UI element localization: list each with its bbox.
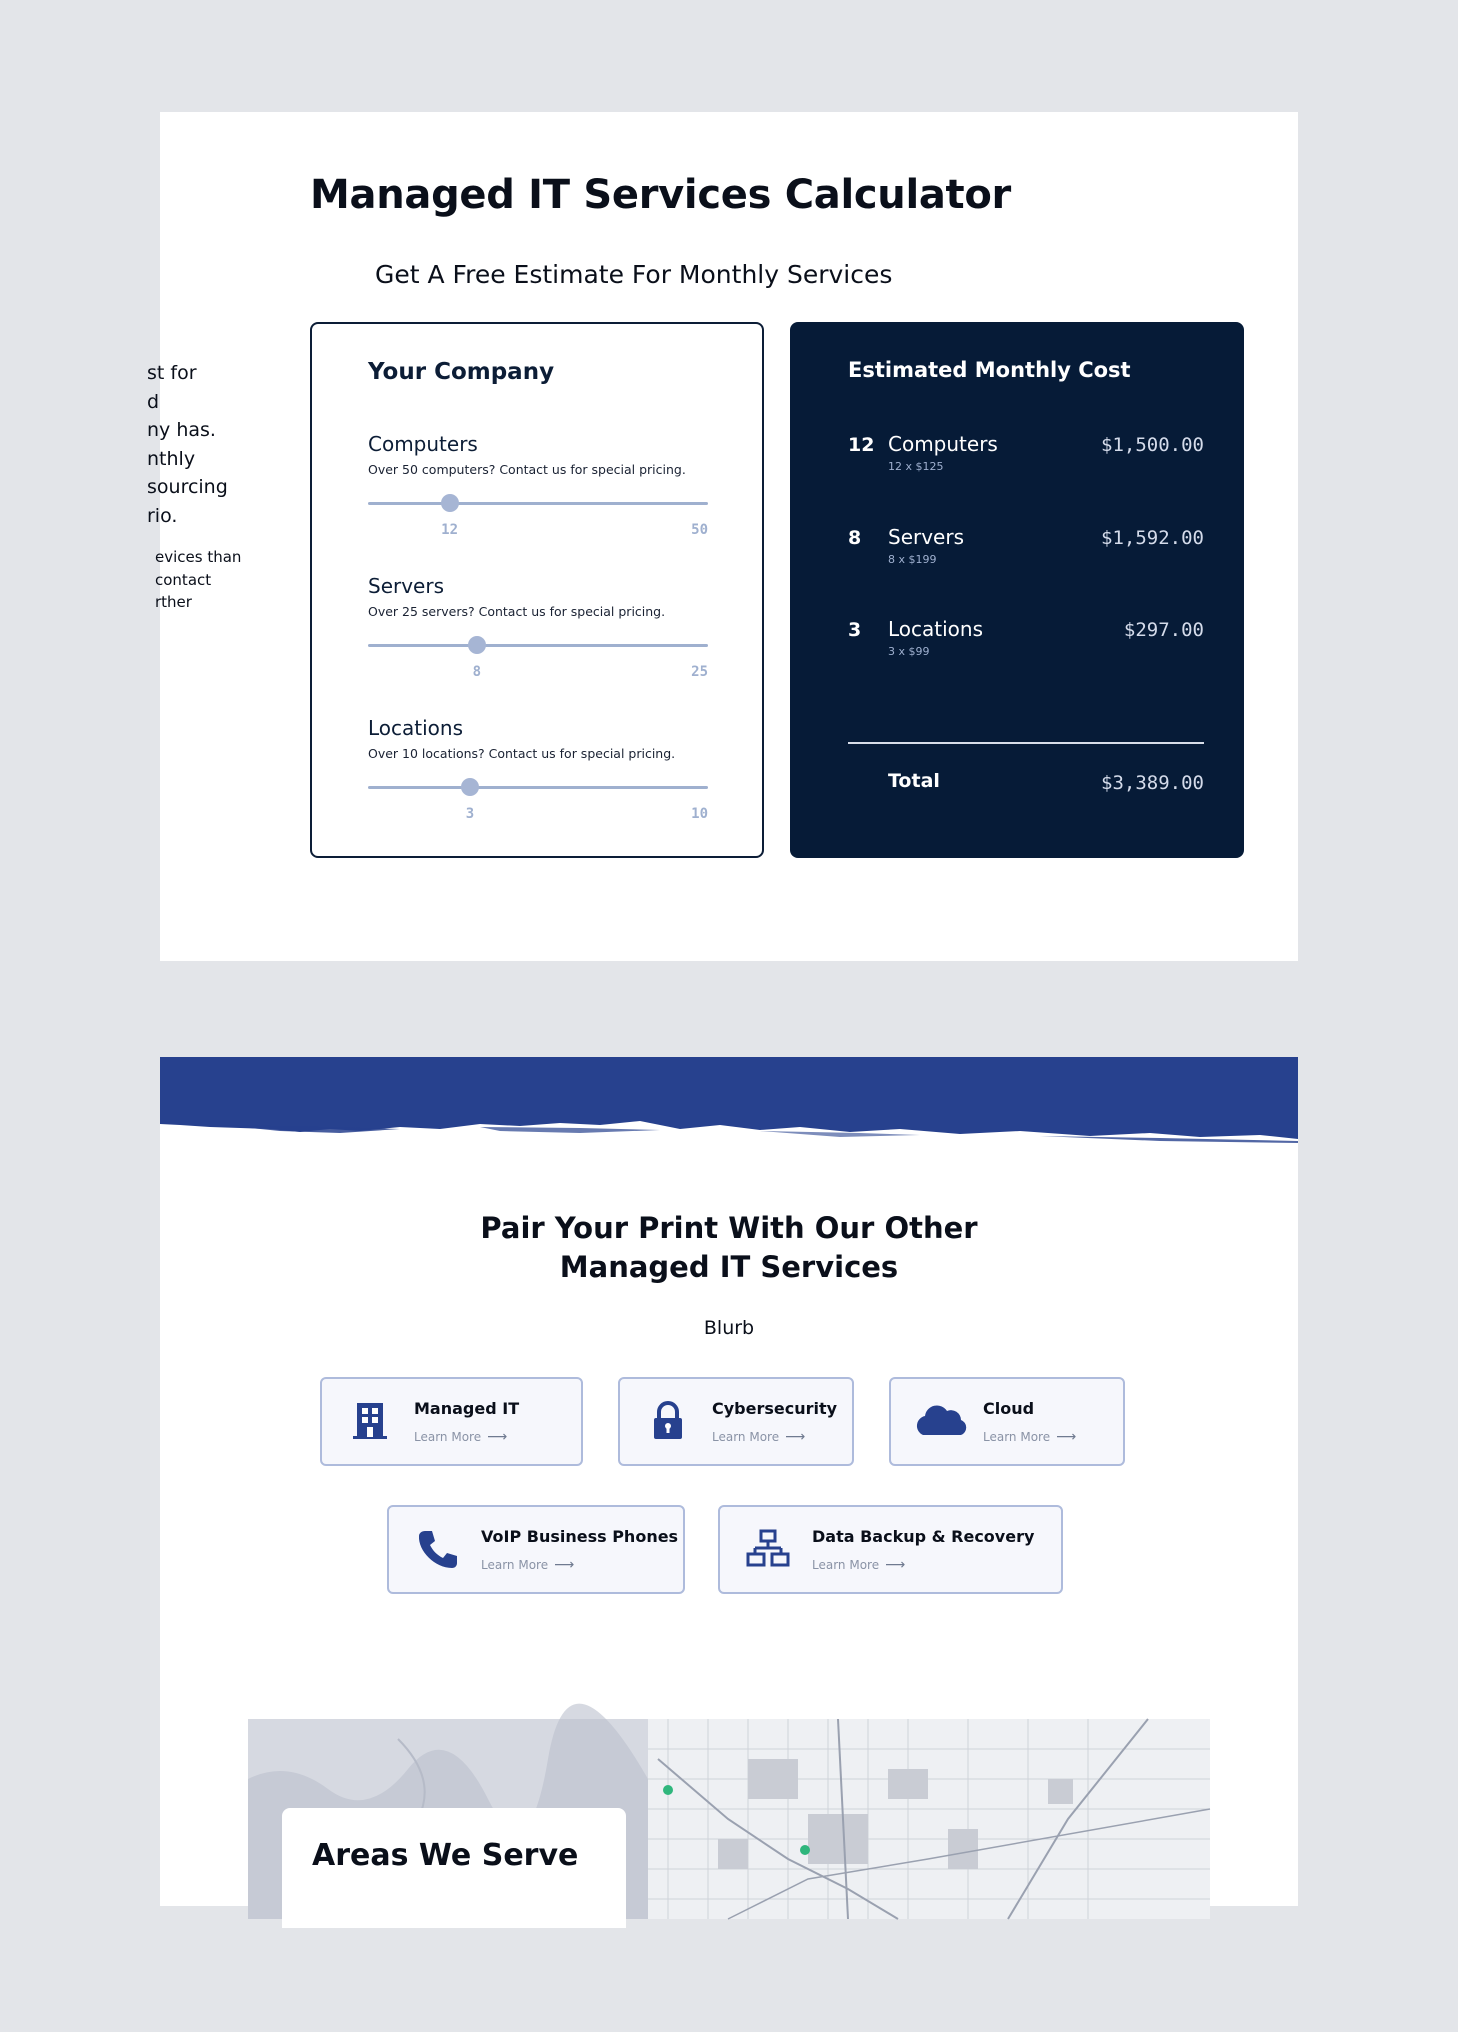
map-pin-icon [800,1845,810,1855]
locations-slider-track[interactable] [368,786,708,789]
estimate-item-detail: 8 x $199 [888,553,937,566]
estimate-qty: 12 [848,434,875,456]
your-company-panel [310,322,764,858]
locations-slider-value: 3 [465,806,475,822]
services-title-line: Managed IT Services [559,1250,899,1284]
side-intro-text [147,359,260,614]
servers-slider-group [368,574,708,680]
service-name: Cybersecurity [712,1399,838,1418]
learn-more-link[interactable] [414,1429,507,1445]
computers-slider-track[interactable] [368,502,708,505]
estimate-item-detail: 12 x $125 [888,460,944,473]
estimate-qty: 8 [848,527,862,549]
cloud-icon [911,1399,971,1443]
page-title: Managed IT Services Calculator [310,172,1011,218]
learn-more-label: Learn More [812,1558,880,1572]
arrow-right-icon: ⟶ [885,1557,906,1573]
arrow-right-icon: ⟶ [554,1557,575,1573]
side-text-line: rio. [147,504,178,527]
services-title-line: Pair Your Print With Our Other [480,1211,978,1245]
building-icon [348,1399,392,1443]
side-text-line: st for [147,362,197,384]
phone-icon [415,1527,459,1571]
estimate-item-name: Computers [888,432,998,456]
estimate-item-name: Locations [888,617,984,641]
learn-more-label: Learn More [712,1430,780,1444]
estimate-item-amount: $297.00 [1123,619,1204,641]
your-company-title: Your Company [368,359,555,385]
locations-slider-thumb[interactable] [461,778,479,796]
locations-note: Over 10 locations? Contact us for special pricing. [368,746,676,761]
calculator-card [147,112,1298,961]
computers-slider-group [368,432,708,538]
total-label: Total [888,770,940,792]
servers-slider-thumb[interactable] [468,636,486,654]
estimate-item-name: Servers [888,525,965,549]
locations-slider-max: 10 [691,806,708,822]
areas-we-serve-title: Areas We Serve [312,1838,579,1873]
brush-stroke-banner [160,1057,1298,1147]
side-text-line: d [147,390,160,413]
service-name: Data Backup & Recovery [812,1527,1035,1546]
side-text-line: rther [155,593,192,611]
estimate-item-amount: $1,500.00 [1101,434,1204,456]
page-subtitle: Get A Free Estimate For Monthly Services [375,260,893,289]
learn-more-link[interactable] [481,1557,574,1573]
side-text-line: sourcing [147,476,228,498]
servers-note: Over 25 servers? Contact us for special pricing. [368,604,666,619]
side-text-line: evices than [155,548,242,566]
computers-label: Computers [368,432,478,456]
learn-more-label: Learn More [481,1558,549,1572]
estimate-panel [790,322,1244,858]
estimate-title: Estimated Monthly Cost [848,358,1131,382]
service-card-voip[interactable] [387,1505,685,1594]
areas-we-serve-box [282,1808,626,1928]
learn-more-link[interactable] [812,1557,905,1573]
service-card-cybersecurity[interactable] [618,1377,854,1466]
estimate-item-detail: 3 x $99 [888,645,930,658]
computers-slider-max: 50 [691,522,708,538]
learn-more-link[interactable] [712,1429,805,1445]
locations-label: Locations [368,716,464,740]
lock-icon [646,1399,690,1443]
side-text-line: nthly [147,447,196,470]
service-card-cloud[interactable] [889,1377,1125,1466]
learn-more-link[interactable] [983,1429,1076,1445]
side-text-line: contact [155,570,212,589]
estimate-qty: 3 [848,619,862,641]
network-icon [746,1527,790,1571]
estimate-item-amount: $1,592.00 [1101,527,1204,549]
computers-slider-thumb[interactable] [441,494,459,512]
arrow-right-icon: ⟶ [785,1429,806,1445]
learn-more-label: Learn More [414,1430,482,1444]
service-card-managed-it[interactable] [320,1377,583,1466]
locations-slider-group [368,716,708,822]
services-blurb: Blurb [703,1317,755,1339]
servers-slider-max: 25 [691,664,708,680]
service-name: VoIP Business Phones [481,1527,679,1546]
arrow-right-icon: ⟶ [487,1429,508,1445]
estimate-divider [848,742,1204,744]
service-card-data-backup[interactable] [718,1505,1063,1594]
service-name: Cloud [983,1399,1035,1418]
learn-more-label: Learn More [983,1430,1051,1444]
servers-label: Servers [368,574,445,598]
service-name: Managed IT [414,1399,520,1418]
total-amount: $3,389.00 [1101,772,1204,794]
servers-slider-track[interactable] [368,644,708,647]
arrow-right-icon: ⟶ [1056,1429,1077,1445]
services-title [160,1209,1298,1287]
computers-note: Over 50 computers? Contact us for special pricing. [368,462,686,477]
computers-slider-value: 12 [441,522,459,538]
services-card [160,1057,1298,1906]
servers-slider-value: 8 [472,664,482,680]
side-text-line: ny has. [147,419,216,441]
map-pin-icon [663,1785,673,1795]
